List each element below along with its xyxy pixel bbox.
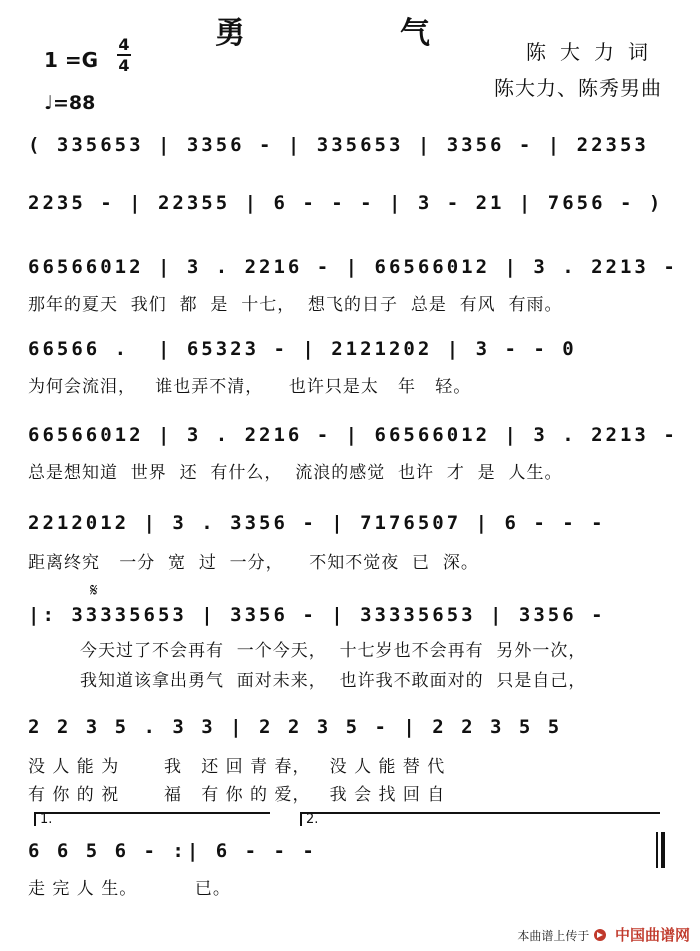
volta-1-label: 1. (40, 812, 53, 827)
staff-2-notes: 2235 - | 22355 | 6 - - - | 3 - 21 | 7656 - ) (28, 192, 664, 214)
segno-sign: 𝄋 (90, 580, 98, 601)
footer-prefix: 本曲谱上传于 (517, 929, 590, 943)
time-signature-top: 4 (118, 35, 130, 54)
staff-4-lyrics: 为何会流泪， 谁也弄不清， 也许只是太 年 轻。 (28, 377, 472, 397)
staff-3-notes: 66566012 | 3 . 2216 - | 66566012 | 3 . 2213 - (28, 256, 678, 278)
staff-8-lyrics-verse-1: 没 人 能 为 我 还 回 青 春， 没 人 能 替 代 (28, 757, 446, 777)
staff-5-lyrics: 总是想知道 世界 还 有什么， 流浪的感觉 也许 才 是 人生。 (28, 463, 563, 483)
volta-2-bracket-end (300, 812, 302, 826)
site-footer (517, 924, 690, 945)
lyricist-credit: 陈大力词 (526, 40, 662, 64)
volta-1-bracket (34, 812, 270, 814)
composer-credit: 陈大力、陈秀男曲 (494, 76, 662, 100)
staff-9-notes: 6 6 5 6 - :| 6 - - - (28, 840, 317, 862)
time-signature (117, 36, 131, 74)
staff-7-lyrics-verse-1: 今天过了不会再有 一个今天， 十七岁也不会再有 另外一次， (80, 641, 587, 661)
staff-6-notes: 2212012 | 3 . 3356 - | 7176507 | 6 - - - (28, 512, 606, 534)
key-signature: 1 =G (44, 48, 99, 72)
staff-7-notes: |: 33335653 | 3356 - | 33335653 | 3356 - (28, 604, 606, 626)
staff-1-notes: ( 335653 | 3356 - | 335653 | 3356 - | 22353 (28, 134, 649, 156)
tempo-marking: ♩=88 (44, 92, 96, 114)
staff-4-notes: 66566 . | 65323 - | 2121202 | 3 - - 0 (28, 338, 577, 360)
volta-2-label: 2. (306, 812, 319, 827)
final-barline-thin (656, 832, 658, 868)
staff-8-lyrics-verse-2: 有 你 的 祝 福 有 你 的 爱， 我 会 找 回 自 (28, 785, 446, 805)
site-logo-icon (593, 928, 607, 942)
song-title-part2: 气 (400, 16, 430, 51)
staff-9-lyrics: 走 完 人 生。 已。 (28, 879, 231, 899)
final-barline-thick (661, 832, 665, 868)
staff-7-lyrics-verse-2: 我知道该拿出勇气 面对未来， 也许我不敢面对的 只是自己， (80, 671, 587, 691)
staff-8-notes: 2 2 3 5 . 3 3 | 2 2 3 5 - | 2 2 3 5 5 (28, 716, 563, 738)
volta-1-bracket-end (34, 812, 36, 826)
footer-brand: 中国曲谱网 (614, 926, 690, 944)
staff-3-lyrics: 那年的夏天 我们 都 是 十七， 想飞的日子 总是 有风 有雨。 (28, 295, 563, 315)
song-title-part1: 勇 (215, 16, 247, 51)
staff-5-notes: 66566012 | 3 . 2216 - | 66566012 | 3 . 2213 - (28, 424, 678, 446)
volta-2-bracket (300, 812, 660, 814)
staff-6-lyrics: 距离终究 一分 宽 过 一分， 不知不觉夜 已 深。 (28, 553, 479, 573)
time-signature-bottom: 4 (118, 56, 130, 75)
